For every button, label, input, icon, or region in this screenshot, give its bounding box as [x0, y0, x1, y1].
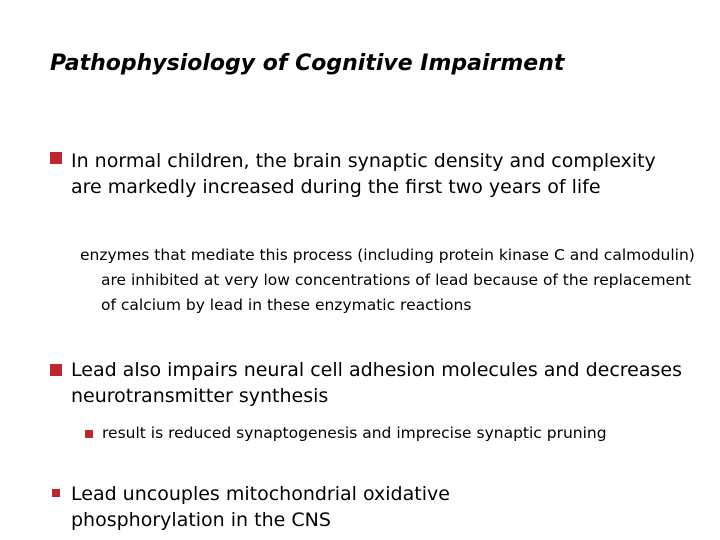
- bullet-text: Lead uncouples mitochondrial oxidative phosphorylation in the CNS: [71, 483, 450, 531]
- square-bullet-icon: [50, 364, 62, 376]
- square-bullet-icon: [50, 152, 62, 164]
- slide-title: Pathophysiology of Cognitive Impairment: [50, 51, 565, 76]
- small-square-bullet-icon: [52, 489, 60, 497]
- sub-bullet-text: enzymes that mediate this process (including protein kinase C and calmodulin) are inhibited at very low concentrations of lead because of the replacement of calcium by lead in these enzymatic reactions: [80, 246, 695, 314]
- bullet-text: In normal children, the brain synaptic density and complexity are markedly increased during the first two years of life: [71, 150, 656, 198]
- small-square-bullet-icon: [85, 430, 93, 438]
- bullet-text: Lead also impairs neural cell adhesion molecules and decreases neurotransmitter synthesis: [71, 359, 682, 407]
- sub-bullet-text: result is reduced synaptogenesis and imprecise synaptic pruning: [102, 424, 607, 442]
